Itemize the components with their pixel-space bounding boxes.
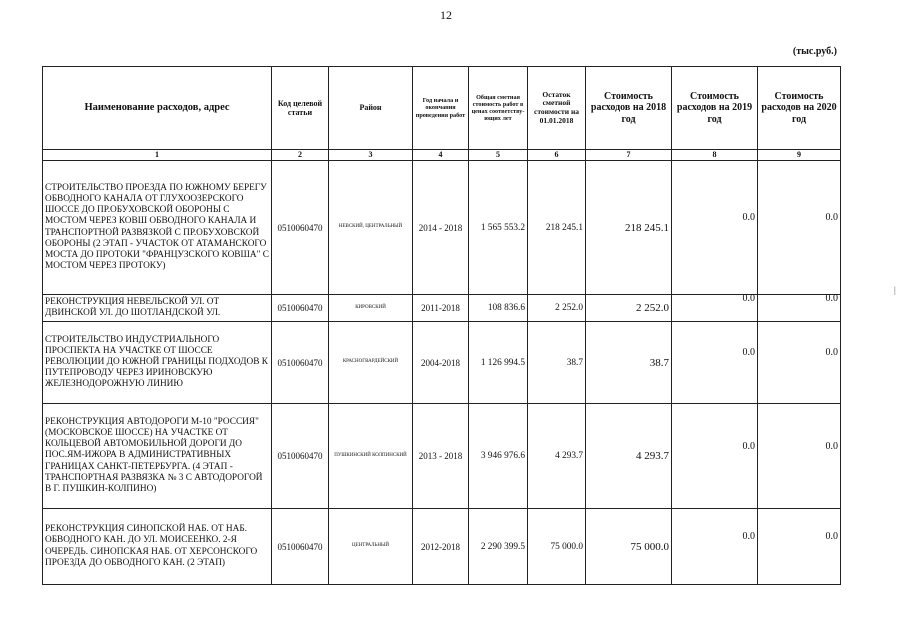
header-estimate: Общая сметная стоимость работ в ценах соответству-ющих лет — [469, 67, 528, 150]
row-code: 0510060470 — [272, 161, 329, 295]
row-cost-2020: 0.0 — [758, 509, 841, 585]
row-cost-2020: 0.0 — [758, 161, 841, 295]
budget-table — [42, 66, 841, 585]
row-estimate: 2 290 399.5 — [469, 509, 528, 585]
row-code: 0510060470 — [272, 322, 329, 404]
column-number: 7 — [586, 150, 672, 161]
row-code: 0510060470 — [272, 404, 329, 509]
row-remain: 75 000.0 — [528, 509, 586, 585]
row-district: КИРОВСКИЙ — [329, 295, 413, 322]
row-cost-2019: 0.0 — [672, 322, 758, 404]
row-estimate: 1 565 553.2 — [469, 161, 528, 295]
row-years: 2014 - 2018 — [413, 161, 469, 295]
row-cost-2019: 0.0 — [672, 295, 758, 322]
row-district: ПУШКИНСКИЙ КОЛПИНСКИЙ — [329, 404, 413, 509]
header-name: Наименование расходов, адрес — [43, 67, 272, 150]
row-district: НЕВСКИЙ, ЦЕНТРАЛЬНЫЙ — [329, 161, 413, 295]
column-number: 8 — [672, 150, 758, 161]
row-cost-2018: 218 245.1 — [586, 161, 672, 295]
row-code: 0510060470 — [272, 295, 329, 322]
column-number: 3 — [329, 150, 413, 161]
row-name: СТРОИТЕЛЬСТВО ПРОЕЗДА ПО ЮЖНОМУ БЕРЕГУ ОБВОДНОГО КАНАЛА ОТ ГЛУХООЗЕРСКОГО ШОССЕ ДО ПР.ОБУХОВСКОЙ ОБОРОНЫ С МОСТОМ ЧЕРЕЗ КОВШ ОБВОДНОГО КАНАЛА И ТРАНСПОРТНОЙ РАЗВЯЗКОЙ С ПР.ОБУХОВСКОЙ ОБОРОНЫ (2 ЭТАП - УЧАСТОК ОТ АТАМАНСКОГО МОСТА ДО ПРОТОКИ "ФРАНЦУЗСКОГО КОВША" С МОСТОМ ЧЕРЕЗ ПРОТОКУ) — [43, 161, 272, 295]
header-years: Год начала и окончания проведения работ — [413, 67, 469, 150]
row-cost-2018: 38.7 — [586, 322, 672, 404]
header-remain: Остаток сметной стоимости на 01.01.2018 — [528, 67, 586, 150]
row-estimate: 3 946 976.6 — [469, 404, 528, 509]
table-row — [43, 509, 841, 585]
row-cost-2018: 4 293.7 — [586, 404, 672, 509]
row-district: ЦЕНТРАЛЬНЫЙ — [329, 509, 413, 585]
row-remain: 218 245.1 — [528, 161, 586, 295]
units-label: (тыс.руб.) — [792, 46, 837, 57]
row-name: СТРОИТЕЛЬСТВО ИНДУСТРИАЛЬНОГО ПРОСПЕКТА НА УЧАСТКЕ ОТ ШОССЕ РЕВОЛЮЦИИ ДО ЮЖНОЙ ГРАНИЦЫ ПОДХОДОВ К ПУТЕПРОВОДУ ЧЕРЕЗ ИРИНОВСКУЮ ЖЕЛЕЗНОДОРОЖНУЮ ЛИНИЮ — [43, 322, 272, 404]
row-years: 2013 - 2018 — [413, 404, 469, 509]
row-cost-2020: 0.0 — [758, 404, 841, 509]
table-row — [43, 404, 841, 509]
row-name: РЕКОНСТРУКЦИЯ НЕВЕЛЬСКОЙ УЛ. ОТ ДВИНСКОЙ УЛ. ДО ШОТЛАНДСКОЙ УЛ. — [43, 295, 272, 322]
column-number: 2 — [272, 150, 329, 161]
row-years: 2012-2018 — [413, 509, 469, 585]
row-cost-2020: 0.0 — [758, 322, 841, 404]
row-remain: 38.7 — [528, 322, 586, 404]
row-cost-2019: 0.0 — [672, 404, 758, 509]
column-number: 5 — [469, 150, 528, 161]
column-number: 6 — [528, 150, 586, 161]
row-district: КРАСНОГВАРДЕЙСКИЙ — [329, 322, 413, 404]
row-name: РЕКОНСТРУКЦИЯ АВТОДОРОГИ М-10 "РОССИЯ" (МОСКОВСКОЕ ШОССЕ) НА УЧАСТКЕ ОТ КОЛЬЦЕВОЙ АВТОМОБИЛЬНОЙ ДОРОГИ ДО ПОС.ЯМ-ИЖОРА В АДМИНИСТРАТИВНЫХ ГРАНИЦАХ САНКТ-ПЕТЕРБУРГА. (4 ЭТАП - ТРАНСПОРТНАЯ РАЗВЯЗКА № 3 С АВТОДОРОГОЙ В Г. ПУШКИН-КОЛПИНО) — [43, 404, 272, 509]
header-cost-2018: Стоимость расходов на 2018 год — [586, 67, 672, 150]
header-code: Код целевой статьи — [272, 67, 329, 150]
page-number: 12 — [440, 8, 452, 22]
row-cost-2019: 0.0 — [672, 509, 758, 585]
row-cost-2020: 0.0 — [758, 295, 841, 322]
row-code: 0510060470 — [272, 509, 329, 585]
table-row — [43, 322, 841, 404]
row-years: 2011-2018 — [413, 295, 469, 322]
table-row — [43, 161, 841, 295]
row-estimate: 108 836.6 — [469, 295, 528, 322]
row-estimate: 1 126 994.5 — [469, 322, 528, 404]
row-cost-2018: 75 000.0 — [586, 509, 672, 585]
column-number: 9 — [758, 150, 841, 161]
header-cost-2019: Стоимость расходов на 2019 год — [672, 67, 758, 150]
row-name: РЕКОНСТРУКЦИЯ СИНОПСКОЙ НАБ. ОТ НАБ. ОБВОДНОГО КАН. ДО УЛ. МОИСЕЕНКО. 2-Я ОЧЕРЕДЬ. СИНОПСКАЯ НАБ. ОТ ХЕРСОНСКОГО ПРОЕЗДА ДО ОБВОДНОГО КАН. (2 ЭТАП) — [43, 509, 272, 585]
row-remain: 4 293.7 — [528, 404, 586, 509]
row-remain: 2 252.0 — [528, 295, 586, 322]
header-cost-2020: Стоимость расходов на 2020 год — [758, 67, 841, 150]
scan-edge-mark: | — [894, 285, 896, 295]
table-row — [43, 295, 841, 322]
header-row — [43, 67, 841, 150]
header-district: Район — [329, 67, 413, 150]
row-years: 2004-2018 — [413, 322, 469, 404]
row-cost-2019: 0.0 — [672, 161, 758, 295]
row-cost-2018: 2 252.0 — [586, 295, 672, 322]
column-number: 4 — [413, 150, 469, 161]
column-number: 1 — [43, 150, 272, 161]
column-number-row — [43, 150, 841, 161]
